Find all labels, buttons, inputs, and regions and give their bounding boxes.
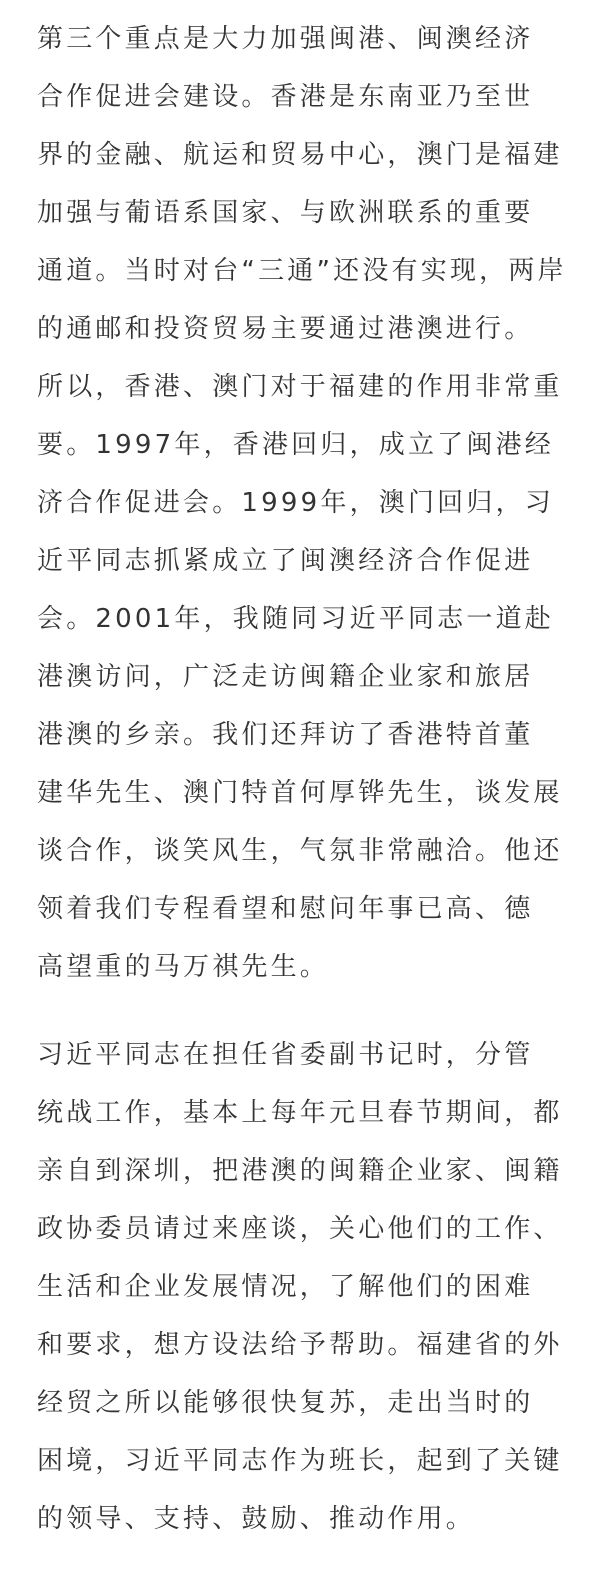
paragraph-hk-macau-cooperation bbox=[37, 10, 577, 996]
text-line: 的领导、支持、鼓励、推动作用。 bbox=[37, 1504, 476, 1534]
text-line: 谈合作，谈笑风生，气氛非常融洽。他还 bbox=[37, 836, 563, 866]
text-line: 通道。当时对台“三通”还没有实现，两岸 bbox=[37, 256, 567, 286]
text-line: 生活和企业发展情况，了解他们的困难 bbox=[37, 1272, 534, 1302]
text-line: 政协委员请过来座谈，关心他们的工作、 bbox=[37, 1214, 563, 1244]
paragraph-united-front-work bbox=[37, 1026, 577, 1548]
text-line: 的通邮和投资贸易主要通过港澳进行。 bbox=[37, 314, 534, 344]
text-line: 所以，香港、澳门对于福建的作用非常重 bbox=[37, 372, 563, 402]
text-line: 和要求，想方设法给予帮助。福建省的外 bbox=[37, 1330, 563, 1360]
text-line: 亲自到深圳，把港澳的闽籍企业家、闽籍 bbox=[37, 1156, 563, 1186]
text-line: 建华先生、澳门特首何厚铧先生，谈发展 bbox=[37, 778, 563, 808]
text-line: 界的金融、航运和贸易中心，澳门是福建 bbox=[37, 140, 563, 170]
text-line: 会。2001年，我随同习近平同志一道赴 bbox=[37, 604, 554, 634]
text-line: 第三个重点是大力加强闽港、闽澳经济 bbox=[37, 24, 534, 54]
text-line: 港澳的乡亲。我们还拜访了香港特首董 bbox=[37, 720, 534, 750]
text-line: 港澳访问，广泛走访闽籍企业家和旅居 bbox=[37, 662, 534, 692]
text-line: 合作促进会建设。香港是东南亚乃至世 bbox=[37, 82, 534, 112]
text-line: 济合作促进会。1999年，澳门回归，习 bbox=[37, 488, 554, 518]
text-line: 近平同志抓紧成立了闽澳经济合作促进 bbox=[37, 546, 534, 576]
text-line: 高望重的马万祺先生。 bbox=[37, 952, 330, 982]
text-line: 统战工作，基本上每年元旦春节期间，都 bbox=[37, 1098, 563, 1128]
text-line: 经贸之所以能够很快复苏，走出当时的 bbox=[37, 1388, 534, 1418]
text-line: 要。1997年，香港回归，成立了闽港经 bbox=[37, 430, 554, 460]
text-line: 习近平同志在担任省委副书记时，分管 bbox=[37, 1040, 534, 1070]
text-line: 领着我们专程看望和慰问年事已高、德 bbox=[37, 894, 534, 924]
text-line: 困境，习近平同志作为班长，起到了关键 bbox=[37, 1446, 563, 1476]
text-line: 加强与葡语系国家、与欧洲联系的重要 bbox=[37, 198, 534, 228]
